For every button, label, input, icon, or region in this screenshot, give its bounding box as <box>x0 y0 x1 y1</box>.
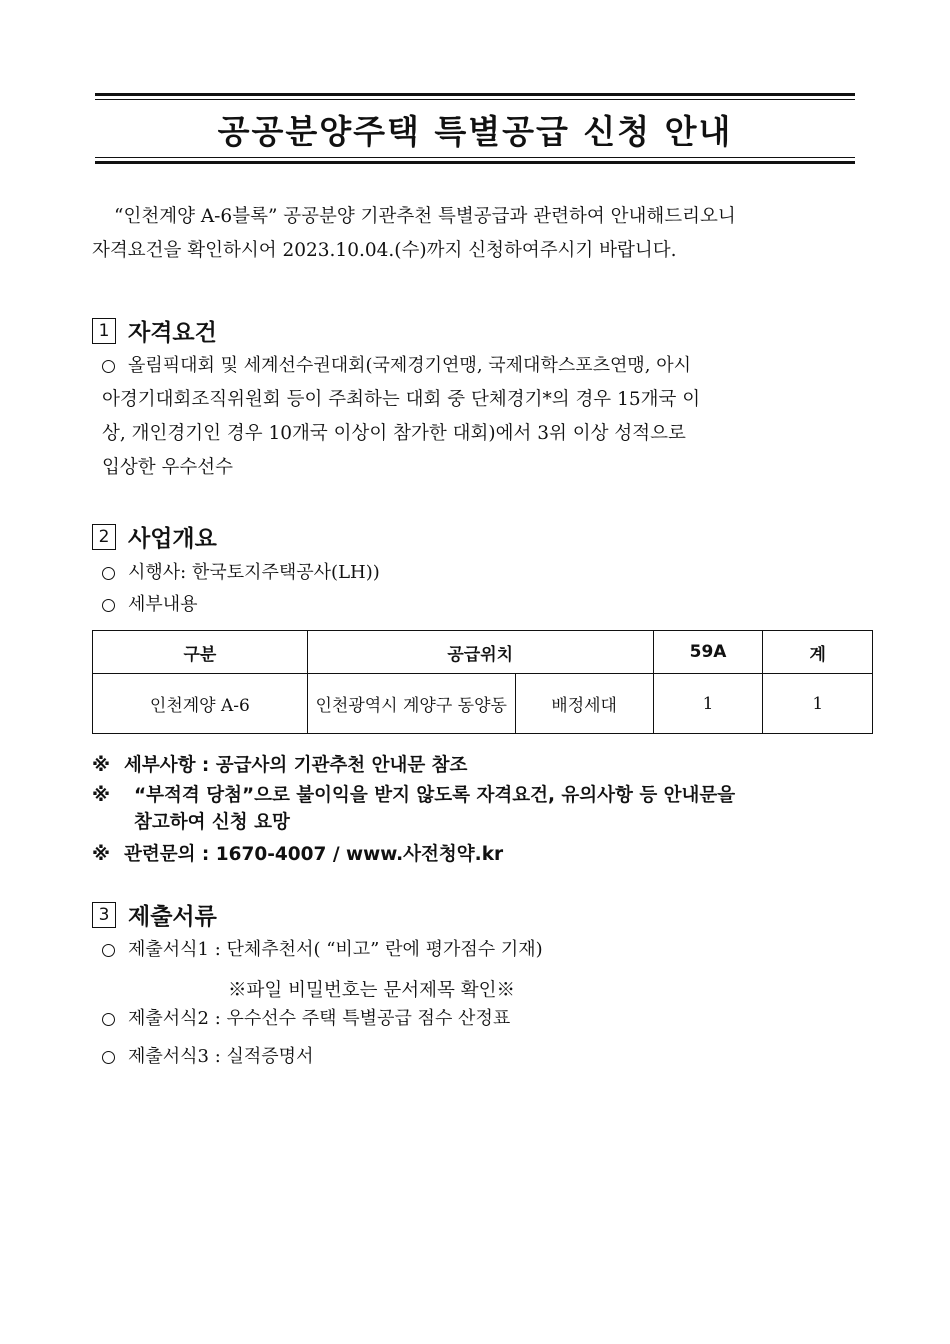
title-box <box>95 93 855 164</box>
section-1-line-3: 상, 개인경기인 경우 10개국 이상이 참가한 대회)에서 3위 이상 성적으로 <box>102 423 686 444</box>
note-text: 관련문의 : 1670-4007 / www.사전청약.kr <box>124 844 504 865</box>
intro-line-2: 자격요건을 확인하시어 2023.10.04.(수)까지 신청하여주시기 바랍니다. <box>92 240 677 261</box>
section-1-line-1: 올림픽대회 및 세계선수권대회(국제경기연맹, 국제대학스포츠연맹, 아시 <box>128 355 691 376</box>
cell-type: 배정세대 <box>515 674 653 734</box>
circle-bullet-icon <box>102 1051 115 1064</box>
note-text: 참고하여 신청 요망 <box>134 812 290 833</box>
section-1-continuation <box>102 383 832 485</box>
section-1-line-4: 입상한 우수선수 <box>102 457 233 478</box>
cell-59a: 1 <box>653 674 763 734</box>
submission-item-1 <box>102 933 543 967</box>
note-mark: ※ <box>92 755 110 776</box>
circle-bullet-icon <box>102 599 115 612</box>
section-2-number: 2 <box>92 524 116 550</box>
submission-item-1-text: 제출서식1 : 단체추천서( “비고” 란에 평가점수 기재) <box>128 939 543 960</box>
page-title: 공공분양주택 특별공급 신청 안내 <box>217 112 733 151</box>
note-mark: ※ <box>92 785 110 806</box>
supply-table <box>92 630 873 734</box>
table-row <box>93 674 873 734</box>
note-warning-continued <box>92 809 872 836</box>
intro-line-1: “인천계양 A-6블록” 공공분양 기관추천 특별공급과 관련하여 안내해드리오니 <box>114 206 736 227</box>
note-text: “부적격 당첨”으로 불이익을 받지 않도록 자격요건, 유의사항 등 안내문을 <box>134 785 736 806</box>
section-1-title: 자격요건 <box>128 320 217 346</box>
details-text: 세부내용 <box>128 594 198 615</box>
section-1-line-2: 아경기대회조직위원회 등이 주최하는 대회 중 단체경기*의 경우 15개국 이 <box>102 389 701 410</box>
password-note: ※파일 비밀번호는 문서제목 확인※ <box>228 980 515 1001</box>
cell-total: 1 <box>763 674 873 734</box>
section-3-title: 제출서류 <box>128 904 217 930</box>
section-1-bullet <box>102 349 691 383</box>
circle-bullet-icon <box>102 360 115 373</box>
cell-location: 인천광역시 계양구 동양동 <box>307 674 515 734</box>
executor-text: 시행사: 한국토지주택공사(LH)) <box>128 562 380 583</box>
note-warning <box>92 782 872 809</box>
circle-bullet-icon <box>102 944 115 957</box>
submission-item-2-text: 제출서식2 : 우수선수 주택 특별공급 점수 산정표 <box>128 1008 511 1029</box>
note-details <box>92 752 872 779</box>
cell-category: 인천계양 A-6 <box>93 674 308 734</box>
section-3-number: 3 <box>92 902 116 928</box>
bullet-executor <box>102 556 380 590</box>
bullet-details <box>102 588 198 622</box>
submission-item-3-text: 제출서식3 : 실적증명서 <box>128 1046 314 1067</box>
section-1-number: 1 <box>92 318 116 344</box>
section-2-title: 사업개요 <box>128 526 217 552</box>
submission-item-3 <box>102 1040 313 1074</box>
notes-block <box>92 752 872 868</box>
section-3-heading <box>92 898 217 931</box>
header-category: 구분 <box>93 631 308 674</box>
note-text: 세부사항 : 공급사의 기관추천 안내문 참조 <box>124 755 468 776</box>
section-2-heading <box>92 520 217 553</box>
submission-item-2 <box>102 1002 510 1036</box>
intro-paragraph <box>92 200 862 268</box>
circle-bullet-icon <box>102 567 115 580</box>
header-59a: 59A <box>653 631 763 674</box>
circle-bullet-icon <box>102 1013 115 1026</box>
note-mark: ※ <box>92 844 110 865</box>
header-location: 공급위치 <box>307 631 653 674</box>
header-total: 계 <box>763 631 873 674</box>
note-contact <box>92 841 872 868</box>
table-header-row <box>93 631 873 674</box>
section-1-heading <box>92 314 217 347</box>
